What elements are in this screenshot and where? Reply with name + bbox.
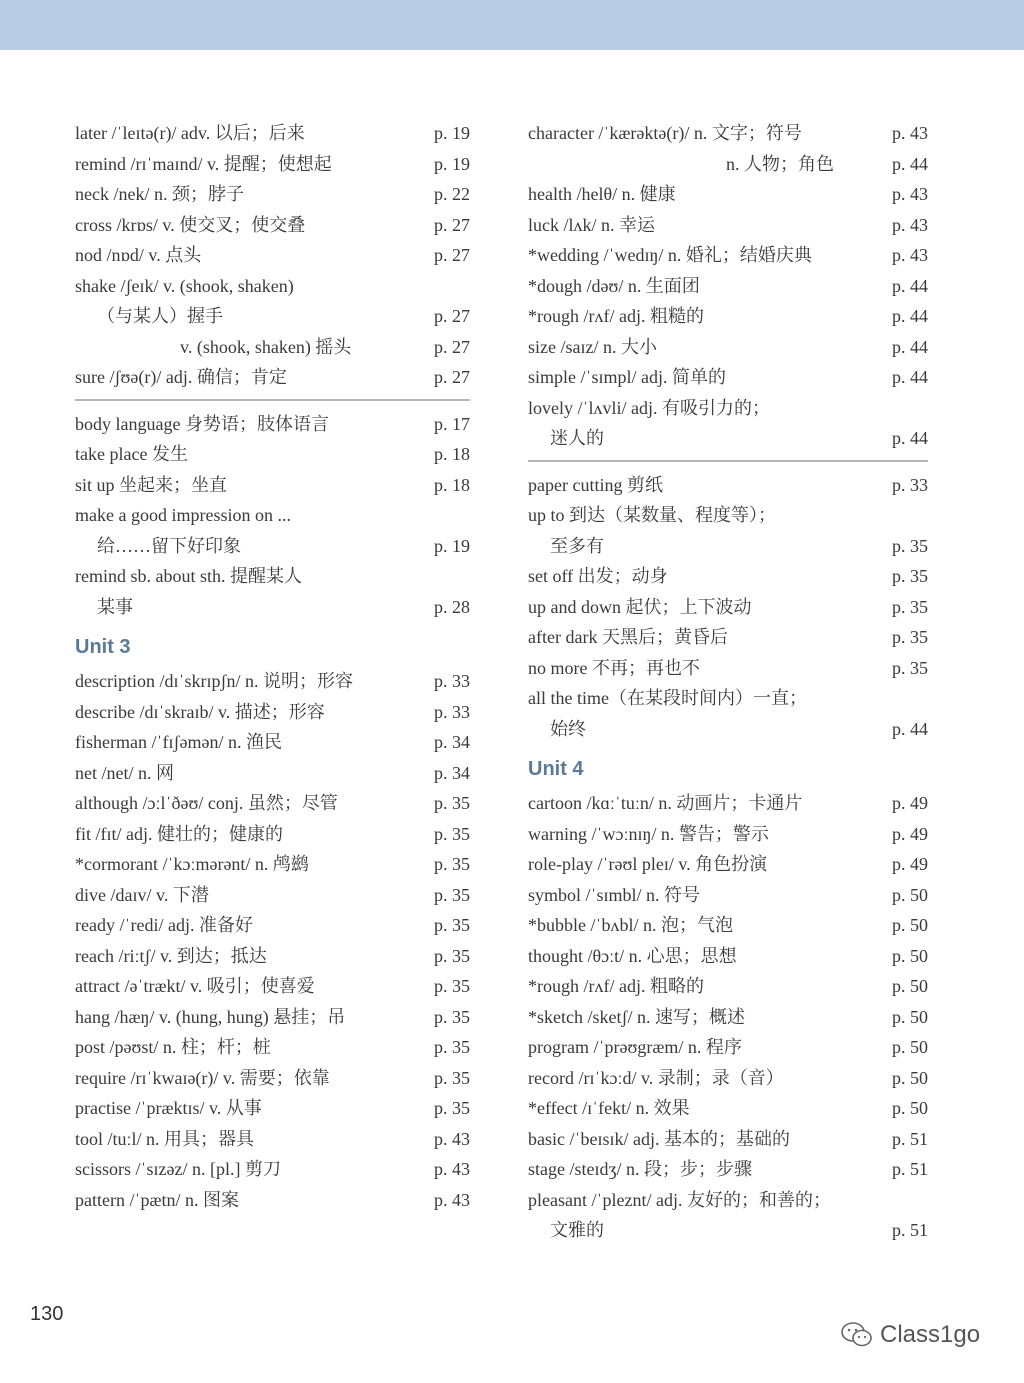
entry-page: p. 50 xyxy=(892,915,928,935)
entry-page: p. 35 xyxy=(434,1067,470,1088)
entry-page: p. 50 xyxy=(892,1067,928,1088)
vocab-entry xyxy=(75,880,470,911)
phrase-entry xyxy=(75,500,470,531)
vocab-entry xyxy=(528,301,928,332)
entry-page: p. 51 xyxy=(892,1159,928,1179)
entry-page: p. 44 xyxy=(892,153,928,174)
vocab-entry xyxy=(75,210,470,241)
entry-page: p. 27 xyxy=(434,336,470,357)
entry-text: basic /ˈbeɪsɪk/ adj. 基本的；基础的 xyxy=(528,1128,790,1149)
entry-text: post /pəʊst/ n. 柱；杆；桩 xyxy=(75,1037,271,1057)
entry-text: sure /ʃʊə(r)/ adj. 确信；肯定 xyxy=(75,367,287,387)
entry-text: describe /dɪˈskraɪb/ v. 描述；形容 xyxy=(75,701,325,722)
entry-page: p. 27 xyxy=(434,214,470,235)
entry-page: p. 33 xyxy=(434,671,470,691)
entry-page: p. 18 xyxy=(434,444,470,464)
entry-page: p. 51 xyxy=(892,1220,928,1240)
vocab-entry-continued xyxy=(528,149,928,180)
entry-text: cartoon /kɑːˈtuːn/ n. 动画片；卡通片 xyxy=(528,793,803,813)
entry-page: p. 34 xyxy=(434,732,470,752)
vocab-entry xyxy=(75,910,470,941)
watermark xyxy=(840,1320,980,1350)
entry-page: p. 51 xyxy=(892,1128,928,1149)
entry-page: p. 27 xyxy=(434,367,470,387)
entry-page: p. 43 xyxy=(892,214,928,235)
vocab-entry xyxy=(75,1093,470,1124)
entry-page: p. 22 xyxy=(434,184,470,204)
page-number: 130 xyxy=(30,1303,64,1325)
entry-text: dive /daɪv/ v. 下潜 xyxy=(75,884,209,905)
phrase-entry xyxy=(528,500,928,531)
entry-page: p. 33 xyxy=(892,474,928,495)
entry-page: p. 50 xyxy=(892,884,928,905)
wechat-icon xyxy=(840,1320,874,1350)
entry-page: p. 43 xyxy=(434,1128,470,1149)
entry-text: *sketch /sketʃ/ n. 速写；概述 xyxy=(528,1006,745,1027)
vocab-entry xyxy=(75,179,470,210)
entry-page: p. 17 xyxy=(434,413,470,434)
vocab-entry xyxy=(75,240,470,271)
vocab-entry-continued xyxy=(75,301,470,332)
vocab-entry xyxy=(528,393,928,424)
phrase-entry xyxy=(75,409,470,440)
vocab-entry xyxy=(75,1063,470,1094)
entry-page: p. 49 xyxy=(892,823,928,844)
entry-page: p. 35 xyxy=(892,657,928,678)
entry-text: tool /tuːl/ n. 用具；器具 xyxy=(75,1128,255,1149)
entry-page: p. 35 xyxy=(434,945,470,966)
vocab-entry xyxy=(528,849,928,880)
entry-page: p. 43 xyxy=(892,184,928,204)
entry-page: p. 44 xyxy=(892,428,928,448)
entry-page: p. 19 xyxy=(434,153,470,174)
entry-text: hang /hæŋ/ v. (hung, hung) 悬挂；吊 xyxy=(75,1006,346,1027)
vocab-entry xyxy=(75,362,470,393)
vocab-entry xyxy=(528,332,928,363)
entry-text: although /ɔːlˈðəʊ/ conj. 虽然；尽管 xyxy=(75,793,338,813)
entry-page: p. 27 xyxy=(434,306,470,326)
phrase-entry xyxy=(528,561,928,592)
vocab-entry xyxy=(528,271,928,302)
watermark-text: Class1go xyxy=(880,1321,981,1348)
entry-text: *bubble /ˈbʌbl/ n. 泡；气泡 xyxy=(528,915,733,935)
vocab-entry xyxy=(75,1002,470,1033)
vocab-entry xyxy=(528,880,928,911)
vocab-entry xyxy=(75,819,470,850)
entry-text: （与某人）握手 xyxy=(97,306,223,326)
vocab-entry xyxy=(75,1032,470,1063)
entry-page: p. 19 xyxy=(434,535,470,556)
entry-text: net /net/ n. 网 xyxy=(75,762,174,783)
unit-heading: Unit 3 xyxy=(75,636,131,658)
entry-page: p. 44 xyxy=(892,306,928,326)
vocab-entry-continued xyxy=(528,1215,928,1246)
entry-text: neck /nek/ n. 颈；脖子 xyxy=(75,184,244,204)
entry-page: p. 43 xyxy=(434,1189,470,1210)
entry-text: simple /ˈsɪmpl/ adj. 简单的 xyxy=(528,367,726,387)
vocab-entry xyxy=(75,727,470,758)
vocab-entry xyxy=(528,118,928,149)
entry-page: p. 50 xyxy=(892,945,928,966)
entry-text: no more 不再；再也不 xyxy=(528,657,700,678)
vocab-entry xyxy=(528,941,928,972)
phrase-entry-continued xyxy=(75,592,470,623)
entry-text: nod /nɒd/ v. 点头 xyxy=(75,245,202,265)
entry-page: p. 35 xyxy=(892,627,928,647)
entry-text: *cormorant /ˈkɔːmərənt/ n. 鸬鹚 xyxy=(75,854,309,874)
entry-text: description /dɪˈskrɪpʃn/ n. 说明；形容 xyxy=(75,671,353,691)
phrase-entry xyxy=(528,622,928,653)
entry-text: pleasant /ˈpleznt/ adj. 友好的；和善的； xyxy=(528,1189,831,1210)
entry-text: 始终 xyxy=(550,718,586,739)
vocab-entry xyxy=(528,179,928,210)
vocab-entry xyxy=(528,1002,928,1033)
vocab-entry xyxy=(75,697,470,728)
phrase-entry-continued xyxy=(528,714,928,745)
entry-text: character /ˈkærəktə(r)/ n. 文字；符号 xyxy=(528,123,802,143)
vocab-entry xyxy=(75,971,470,1002)
entry-text: *rough /rʌf/ adj. 粗略的 xyxy=(528,976,704,996)
vocab-entry xyxy=(528,788,928,819)
entry-text: shake /ʃeɪk/ v. (shook, shaken) xyxy=(75,275,294,296)
entry-page: p. 44 xyxy=(892,718,928,739)
entry-text: luck /lʌk/ n. 幸运 xyxy=(528,214,655,235)
vocab-entry xyxy=(528,210,928,241)
entry-page: p. 19 xyxy=(434,123,470,143)
entry-text: health /helθ/ n. 健康 xyxy=(528,184,676,204)
entry-text: *effect /ɪˈfekt/ n. 效果 xyxy=(528,1098,690,1118)
entry-text: up to 到达（某数量、程度等）； xyxy=(528,505,776,525)
entry-page: p. 35 xyxy=(434,884,470,905)
entry-page: p. 50 xyxy=(892,1006,928,1027)
vocab-entry xyxy=(528,1063,928,1094)
entry-text: cross /krɒs/ v. 使交叉；使交叠 xyxy=(75,214,306,235)
entry-page: p. 35 xyxy=(892,566,928,586)
entry-text: 给……留下好印象 xyxy=(97,535,241,556)
entry-text: *rough /rʌf/ adj. 粗糙的 xyxy=(528,306,704,326)
entry-page: p. 35 xyxy=(892,596,928,617)
vocab-entry xyxy=(75,788,470,819)
left-column xyxy=(75,118,470,1215)
unit-heading: Unit 4 xyxy=(528,758,584,780)
entry-text: after dark 天黑后；黄昏后 xyxy=(528,627,728,647)
entry-text: practise /ˈpræktɪs/ v. 从事 xyxy=(75,1098,262,1118)
entry-text: v. (shook, shaken) 摇头 xyxy=(180,336,352,357)
entry-text: remind /rɪˈmaɪnd/ v. 提醒；使想起 xyxy=(75,153,332,174)
entry-text: body language 身势语；肢体语言 xyxy=(75,413,329,434)
entry-page: p. 35 xyxy=(434,915,470,935)
vocab-entry xyxy=(75,1154,470,1185)
section-divider xyxy=(75,399,470,401)
entry-page: p. 44 xyxy=(892,367,928,387)
vocab-entry xyxy=(75,118,470,149)
entry-text: thought /θɔːt/ n. 心思；思想 xyxy=(528,945,737,966)
vocab-entry xyxy=(75,1124,470,1155)
vocab-entry xyxy=(75,758,470,789)
entry-page: p. 43 xyxy=(434,1159,470,1179)
entry-text: sit up 坐起来；坐直 xyxy=(75,474,228,495)
vocab-entry xyxy=(528,240,928,271)
entry-text: pattern /ˈpætn/ n. 图案 xyxy=(75,1189,239,1210)
vocab-entry xyxy=(75,666,470,697)
entry-text: record /rɪˈkɔːd/ v. 录制；录（音） xyxy=(528,1067,784,1088)
entry-text: 文雅的 xyxy=(550,1220,604,1240)
entry-text: ready /ˈredi/ adj. 准备好 xyxy=(75,915,253,935)
entry-page: p. 50 xyxy=(892,1037,928,1057)
vocab-entry xyxy=(75,271,470,302)
entry-text: lovely /ˈlʌvli/ adj. 有吸引力的； xyxy=(528,397,770,418)
entry-page: p. 50 xyxy=(892,1098,928,1118)
entry-text: *dough /dəʊ/ n. 生面团 xyxy=(528,275,700,296)
entry-page: p. 28 xyxy=(434,596,470,617)
vocab-entry xyxy=(528,910,928,941)
section-divider xyxy=(528,460,928,462)
entry-page: p. 35 xyxy=(892,535,928,556)
entry-page: p. 35 xyxy=(434,1037,470,1057)
entry-text: warning /ˈwɔːnɪŋ/ n. 警告；警示 xyxy=(528,823,769,844)
entry-text: attract /əˈtrækt/ v. 吸引；使喜爱 xyxy=(75,976,315,996)
entry-page: p. 35 xyxy=(434,1006,470,1027)
vocab-entry xyxy=(75,149,470,180)
entry-page: p. 27 xyxy=(434,245,470,265)
entry-page: p. 35 xyxy=(434,823,470,844)
entry-page: p. 35 xyxy=(434,1098,470,1118)
vocab-entry-continued xyxy=(75,332,470,363)
vocab-entry xyxy=(528,1154,928,1185)
entry-text: symbol /ˈsɪmbl/ n. 符号 xyxy=(528,884,701,905)
phrase-entry xyxy=(528,683,928,714)
vocab-entry xyxy=(528,819,928,850)
entry-page: p. 18 xyxy=(434,474,470,495)
entry-page: p. 35 xyxy=(434,793,470,813)
phrase-entry xyxy=(528,470,928,501)
vocab-entry xyxy=(528,1124,928,1155)
entry-text: take place 发生 xyxy=(75,444,188,464)
phrase-entry xyxy=(75,470,470,501)
entry-text: set off 出发；动身 xyxy=(528,566,668,586)
entry-page: p. 50 xyxy=(892,976,928,996)
entry-text: paper cutting 剪纸 xyxy=(528,474,663,495)
entry-text: scissors /ˈsɪzəz/ n. [pl.] 剪刀 xyxy=(75,1159,281,1179)
entry-page: p. 49 xyxy=(892,793,928,813)
entry-page: p. 43 xyxy=(892,245,928,265)
vocab-entry xyxy=(528,971,928,1002)
vocab-entry xyxy=(528,362,928,393)
entry-text: n. 人物；角色 xyxy=(726,153,834,174)
entry-text: 某事 xyxy=(97,596,133,617)
entry-text: fit /fɪt/ adj. 健壮的；健康的 xyxy=(75,823,283,844)
entry-text: 至多有 xyxy=(550,535,604,556)
entry-text: reach /riːtʃ/ v. 到达；抵达 xyxy=(75,945,267,966)
vocab-entry xyxy=(75,941,470,972)
entry-page: p. 44 xyxy=(892,336,928,357)
vocab-entry-continued xyxy=(528,423,928,454)
phrase-entry-continued xyxy=(75,531,470,562)
entry-text: size /saɪz/ n. 大小 xyxy=(528,336,657,357)
vocab-entry xyxy=(75,1185,470,1216)
phrase-entry xyxy=(528,592,928,623)
entry-text: make a good impression on ... xyxy=(75,505,291,525)
vocab-entry xyxy=(528,1093,928,1124)
entry-page: p. 49 xyxy=(892,854,928,874)
entry-text: *wedding /ˈwedɪŋ/ n. 婚礼；结婚庆典 xyxy=(528,245,812,265)
entry-page: p. 43 xyxy=(892,123,928,143)
vocab-entry xyxy=(75,849,470,880)
entry-page: p. 44 xyxy=(892,275,928,296)
top-color-band xyxy=(0,0,1024,50)
right-column xyxy=(528,118,928,1246)
entry-text: remind sb. about sth. 提醒某人 xyxy=(75,566,302,586)
entry-page: p. 35 xyxy=(434,854,470,874)
phrase-entry-continued xyxy=(528,531,928,562)
entry-text: stage /steɪdʒ/ n. 段；步；步骤 xyxy=(528,1159,752,1179)
vocab-entry xyxy=(528,1032,928,1063)
entry-text: 迷人的 xyxy=(550,428,604,448)
phrase-entry xyxy=(75,439,470,470)
entry-text: later /ˈleɪtə(r)/ adv. 以后；后来 xyxy=(75,123,305,143)
entry-text: fisherman /ˈfɪʃəmən/ n. 渔民 xyxy=(75,732,282,752)
entry-text: all the time（在某段时间内）一直； xyxy=(528,688,807,708)
entry-page: p. 33 xyxy=(434,701,470,722)
entry-text: up and down 起伏；上下波动 xyxy=(528,596,752,617)
phrase-entry xyxy=(75,561,470,592)
entry-page: p. 35 xyxy=(434,976,470,996)
entry-text: program /ˈprəʊgræm/ n. 程序 xyxy=(528,1037,742,1057)
entry-page: p. 34 xyxy=(434,762,470,783)
vocab-entry xyxy=(528,1185,928,1216)
entry-text: role-play /ˈrəʊl pleɪ/ v. 角色扮演 xyxy=(528,854,768,874)
entry-text: require /rɪˈkwaɪə(r)/ v. 需要；依靠 xyxy=(75,1067,330,1088)
phrase-entry xyxy=(528,653,928,684)
